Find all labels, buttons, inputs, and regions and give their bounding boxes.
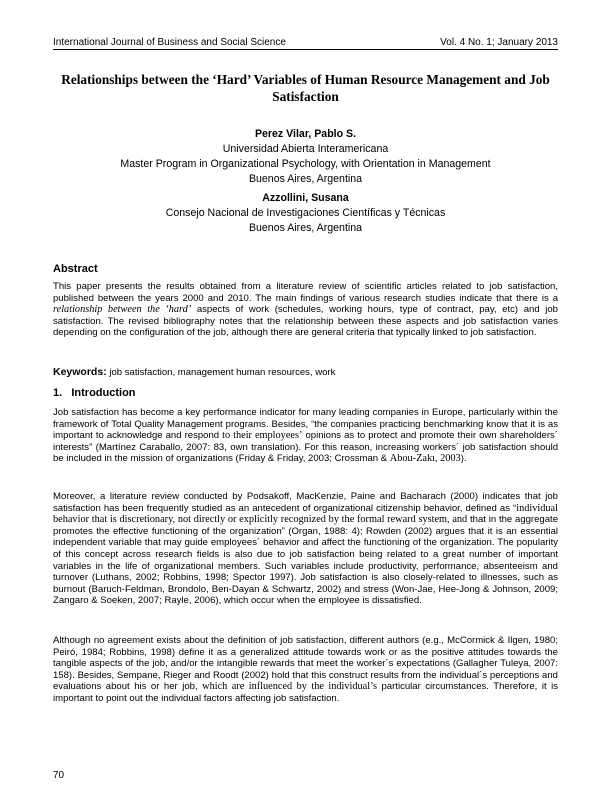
- section-title: Introduction: [71, 387, 136, 399]
- keywords-text: job satisfaction, management human resources, work: [106, 367, 336, 378]
- intro-text-serif: Abou-Zakı, 2003: [389, 453, 461, 465]
- author-location: Buenos Aires, Argentina: [248, 173, 363, 185]
- author-block-1: [53, 127, 558, 187]
- intro-text: opinions as to protect and promote their own shareholders´ interests” (Martínez Caraballo, 2007: 83, own translation). For this reason, increasing workers´ job satisfaction should be included in the mission of organizations (Friday & Friday, 2003; Crossman &: [53, 430, 559, 465]
- intro-text: Job satisfaction has become a key performance indicator for many leading companies in Europe, particularly within the framework of Total Quality Management programs. Besides, “the companies practicing benchmarking know that it is as important to acknowledge and respond: [53, 407, 558, 442]
- intro-text-serif: individual behavior that is discretionary, not directly or explicitly recognized by the formal reward system, and: [53, 502, 558, 526]
- keywords-label: Keywords:: [53, 366, 107, 378]
- page-number: 70: [53, 770, 65, 781]
- abstract-text-part: aspects of work (schedules, working hours, type of contract, pay, etc) and job satisfaction. The revised bibliography notes that the relationship between these aspects and job satisfaction varies depending on the configuration of the job, although there are general criteria that typically linked to job satisfaction.: [53, 304, 558, 339]
- intro-text: particular circumstances. Therefore, it is important to point out the individual factors affecting job satisfaction.: [53, 681, 558, 704]
- section-number: 1.: [53, 387, 63, 399]
- intro-text: Moreover, a literature review conducted by Podsakoff, MacKenzie, Paine and Bacharach (2000) indicates that job satisfaction has been frequently studied as an antecedent of organizational citizenship behavior, defined as “: [53, 491, 558, 514]
- author-location: Buenos Aires, Argentina: [248, 222, 363, 234]
- intro-text: ).: [460, 453, 467, 465]
- intro-text: Although no agreement exists about the definition of job satisfaction, different authors (e.g., McCormick & Ilgen, 1980; Peiró, 1984; Robbins, 1998) define it as a generalized attitude towards work or as the positive attitudes towards the tangible aspects of the job, and/or the intangible rewards that meet the worker´s expectations (Gallagher Tuleya, 2007: 158). Besides, Sempane, Rieger and Roodt (2002) hold that this construct results from the individual´s perceptions and evaluations about his or her job,: [53, 635, 558, 693]
- abstract-text-part: This paper presents the results obtained from a literature review of scientific articles related to job satisfaction, published between the years 2000 and 2010. The main findings of various research studies indicate that there is a: [53, 281, 558, 304]
- intro-paragraph-2: [53, 491, 558, 607]
- introduction-heading: [53, 387, 136, 399]
- intro-paragraph-3: [53, 635, 558, 705]
- keywords-line: [53, 366, 558, 378]
- author-affiliation: Universidad Abierta Interamericana: [222, 143, 389, 155]
- intro-text-serif: to their employees’: [222, 430, 303, 442]
- intro-paragraph-1: [53, 407, 558, 465]
- abstract-text: [53, 281, 558, 339]
- intro-text-serif: which are influenced by the individual’s: [202, 681, 377, 693]
- author-name: Azzollini, Susana: [262, 192, 349, 204]
- author-program: Master Program in Organizational Psychology, with Orientation in Management: [120, 158, 491, 170]
- author-name: Perez Vilar, Pablo S.: [254, 128, 357, 140]
- issue-info: Vol. 4 No. 1; January 2013: [440, 37, 558, 48]
- running-header: [53, 37, 558, 50]
- paper-title: Relationships between the ‘Hard’ Variables of Human Resource Management and Job Satisfaction: [61, 72, 550, 104]
- journal-name: International Journal of Business and Social Science: [53, 37, 286, 48]
- intro-text: that in the aggregate promotes the effective functioning of the organization” (Organ, 1988: 4); Rowden (2002) argues that it is an essential independent variable that may guide employees´ behavior and affect the functioning of the organization. The popularity of this concept across research fields is also due to job satisfaction being related to a great number of important variables in the life of organizational members. Such variables include productivity, performance, absenteeism and turnover (Luthans, 2002; Robbins, 1998; Spector 1997). Job satisfaction is also closely-related to illnesses, such as burnout (Baruch-Feldman, Brondolo, Ben-Dayan & Schwartz, 2002) and stress (Won-Jae, Hee-Jong & Johnson, 2009; Zangaro & Soeken, 2007; Rayle, 2006), which occur when the employee is dissatisfied.: [53, 514, 559, 607]
- author-block-2: [53, 191, 558, 236]
- author-affiliation: Consejo Nacional de Investigaciones Científicas y Técnicas: [165, 207, 446, 219]
- abstract-text-emphasis: relationship between the ‘hard’: [53, 304, 192, 316]
- abstract-heading: Abstract: [53, 263, 98, 275]
